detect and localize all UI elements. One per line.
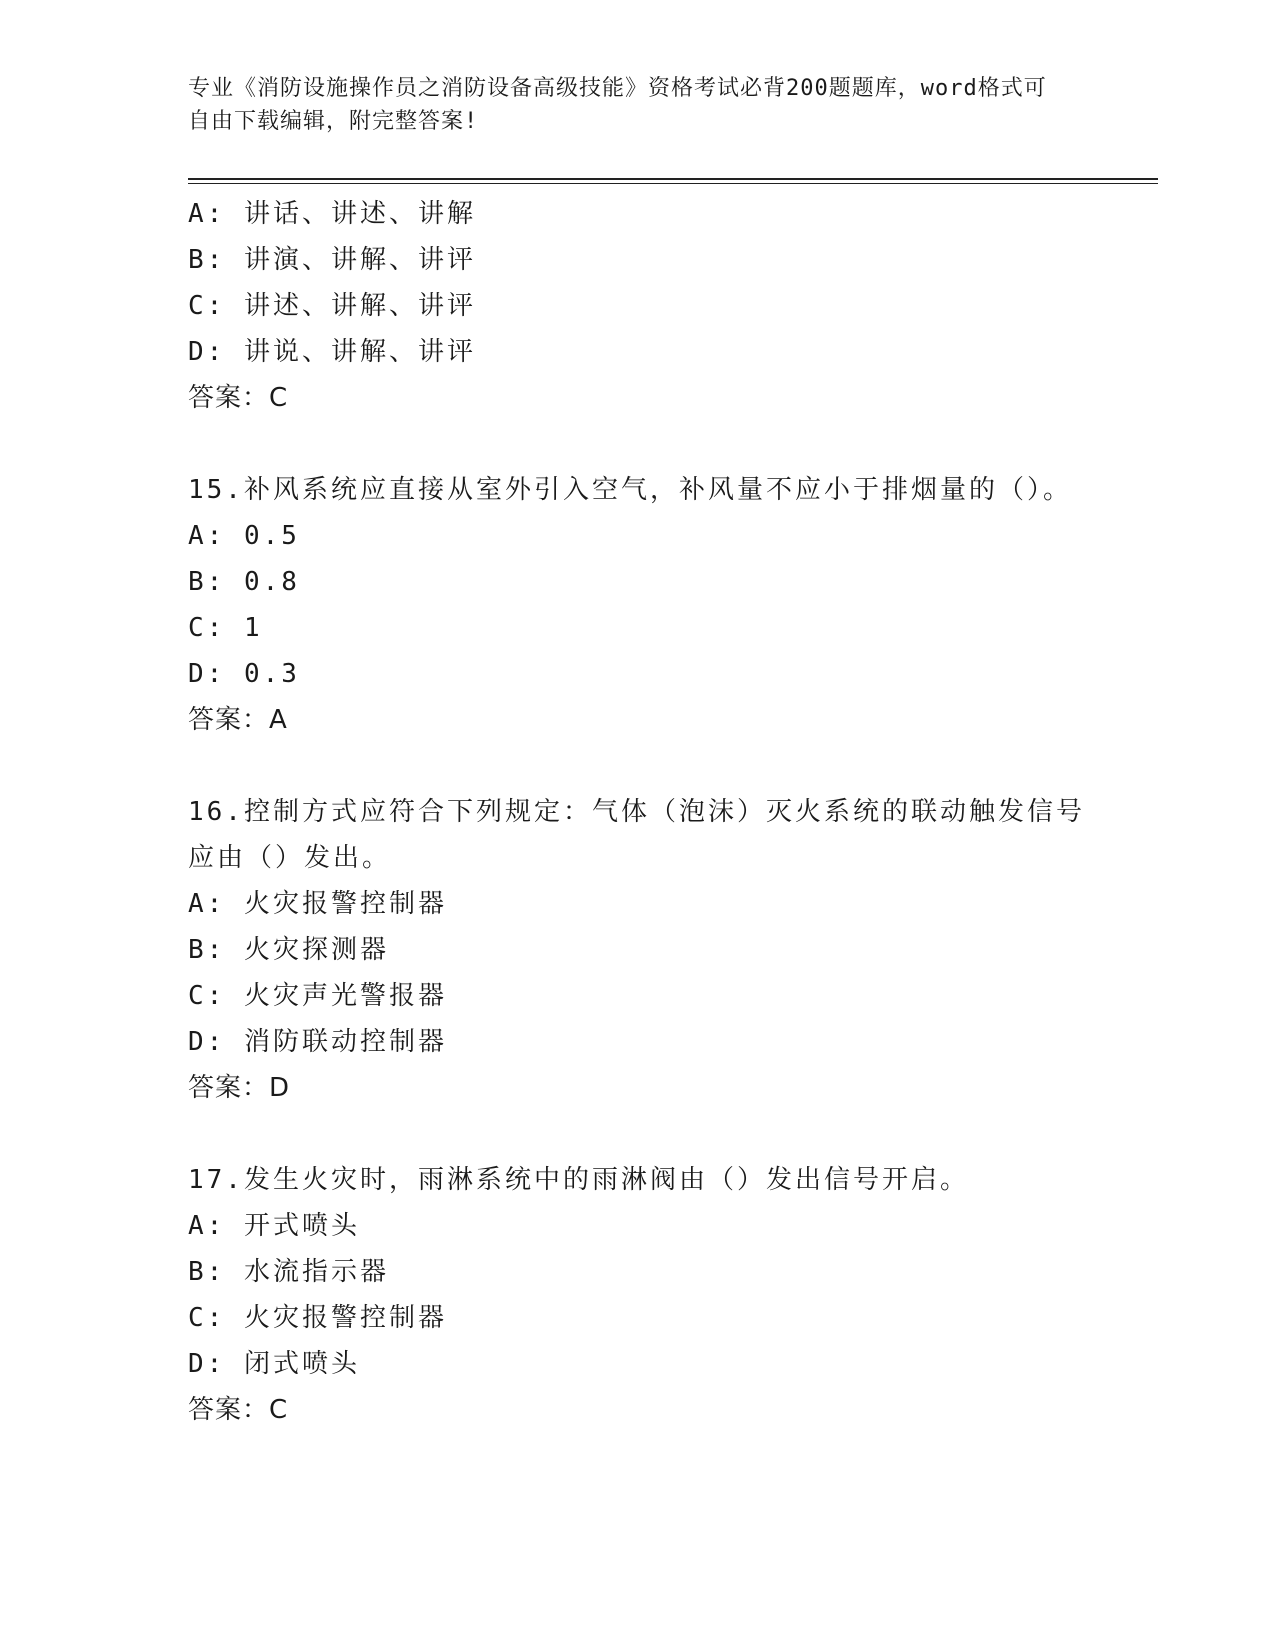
question-list (188, 191, 1088, 1433)
option-a: A: 0.5 (188, 521, 300, 551)
option-d: D: 讲说、讲解、讲评 (188, 337, 476, 367)
option-d: D: 消防联动控制器 (188, 1027, 447, 1057)
question-stem-line2: 应由（）发出。 (188, 843, 392, 873)
option-b: B: 0.8 (188, 567, 300, 597)
document-header: 专业《消防设施操作员之消防设备高级技能》资格考试必背200题题库，word格式可自由下载编辑，附完整答案! (188, 76, 1047, 134)
option-c: C: 火灾报警控制器 (188, 1303, 447, 1333)
answer: 答案：C (188, 383, 289, 413)
option-d: D: 0.3 (188, 659, 300, 689)
header-rule-thin (188, 183, 1158, 184)
answer: 答案：D (188, 1073, 291, 1103)
option-c: C: 讲述、讲解、讲评 (188, 291, 476, 321)
option-a: A: 开式喷头 (188, 1211, 360, 1241)
option-c: C: 1 (188, 613, 263, 643)
header-rule-thick (188, 178, 1158, 180)
option-b: B: 火灾探测器 (188, 935, 389, 965)
option-c: C: 火灾声光警报器 (188, 981, 447, 1011)
question-stem-line1: 16.控制方式应符合下列规定：气体（泡沫）灭火系统的联动触发信号 (188, 797, 1085, 827)
option-a: A: 讲话、讲述、讲解 (188, 199, 476, 229)
answer: 答案：C (188, 1395, 289, 1425)
answer: 答案：A (188, 705, 288, 735)
option-a: A: 火灾报警控制器 (188, 889, 447, 919)
question-stem: 15.补风系统应直接从室外引入空气，补风量不应小于排烟量的（）。 (188, 475, 1072, 505)
option-b: B: 讲演、讲解、讲评 (188, 245, 476, 275)
option-b: B: 水流指示器 (188, 1257, 389, 1287)
option-d: D: 闭式喷头 (188, 1349, 360, 1379)
question-stem: 17.发生火灾时，雨淋系统中的雨淋阀由（）发出信号开启。 (188, 1165, 969, 1195)
